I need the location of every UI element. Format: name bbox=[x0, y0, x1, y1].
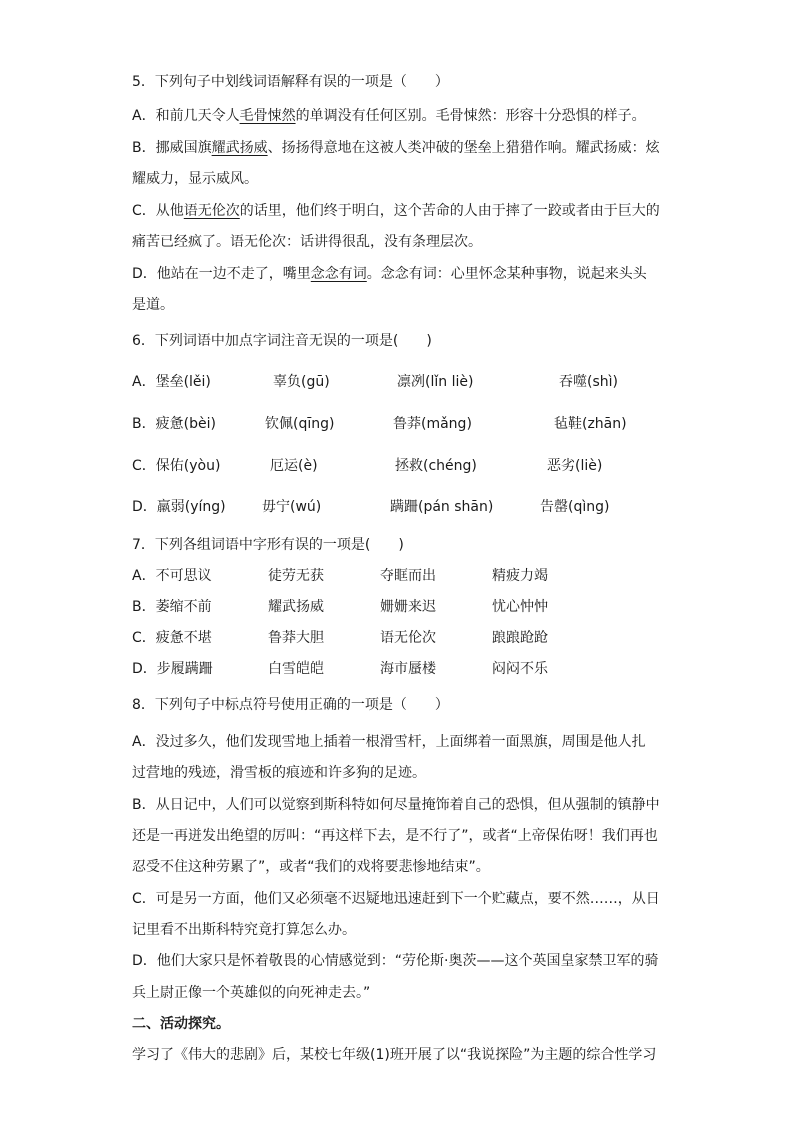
q7-title: 7．下列各组词语中字形有误的一项是( ) bbox=[132, 537, 404, 553]
q7-d-3: 海市蜃楼 bbox=[380, 661, 436, 677]
q8-option-c: C．可是另一方面，他们又必须毫不迟疑地迅速赶到下一个贮藏点，要不然……，从日 bbox=[132, 891, 660, 907]
q8-option-d-cont: 兵上尉正像一个英雄似的向死神走去。” bbox=[132, 985, 371, 1001]
q6-c-2: 厄运(è) bbox=[270, 458, 318, 474]
q5-option-d: D．他站在一边不走了，嘴里念念有词。念念有词：心里怀念某种事物，说起来头头 bbox=[132, 266, 647, 282]
q6-d-1: D．羸弱(yíng) bbox=[132, 499, 226, 515]
q5-c-underlined-term: 语无伦次 bbox=[183, 203, 240, 219]
q8-option-b: B．从日记中，人们可以觉察到斯科特如何尽量掩饰着自己的恐惧，但从强制的镇静中 bbox=[132, 797, 660, 813]
q6-c-1: C．保佑(yòu) bbox=[132, 458, 221, 474]
q7-a-1: A．不可思议 bbox=[132, 568, 212, 584]
q6-title: 6．下列词语中加点字词注音无误的一项是( ) bbox=[132, 333, 432, 349]
q6-a-1: A．堡垒(lěi) bbox=[132, 374, 211, 390]
q7-d-2: 白雪皑皑 bbox=[268, 661, 324, 677]
q8-option-b-cont1: 还是一再迸发出绝望的厉叫：“再这样下去，是不行了”，或者“上帝保佑呀！我们再也 bbox=[132, 828, 658, 844]
q7-c-4: 踉踉跄跄 bbox=[492, 630, 548, 646]
q8-option-b-cont2: 忍受不住这种劳累了”，或者“我们的戏将要悲惨地结束”。 bbox=[132, 859, 490, 875]
q5-d-underlined-term: 念念有词 bbox=[310, 266, 367, 282]
q7-b-1: B．萎缩不前 bbox=[132, 599, 212, 615]
q6-a-2: 辜负(gū) bbox=[273, 374, 330, 390]
q6-b-3: 鲁莽(mǎng) bbox=[393, 416, 472, 432]
q7-b-2: 耀武扬威 bbox=[268, 599, 324, 615]
q7-b-4: 忧心忡忡 bbox=[492, 599, 548, 615]
q5-option-c-cont: 痛苦已经疯了。语无伦次：话讲得很乱，没有条理层次。 bbox=[132, 234, 482, 250]
section-paragraph: 学习了《伟大的悲剧》后，某校七年级(1)班开展了以“我说探险”为主题的综合性学习 bbox=[132, 1047, 657, 1063]
q7-c-2: 鲁莽大胆 bbox=[268, 630, 324, 646]
q6-c-3: 拯救(chéng) bbox=[395, 458, 477, 474]
q8-option-c-cont: 记里看不出斯科特究竟打算怎么办。 bbox=[132, 922, 356, 938]
q8-option-a: A．没过多久，他们发现雪地上插着一根滑雪杆，上面绑着一面黑旗，周围是他人扎 bbox=[132, 734, 646, 750]
q5-option-c: C．从他语无伦次的话里，他们终于明白，这个苦命的人由于摔了一跤或者由于巨大的 bbox=[132, 203, 660, 219]
q7-c-3: 语无伦次 bbox=[380, 630, 436, 646]
q8-option-d: D．他们大家只是怀着敬畏的心情感觉到：“劳伦斯·奥茨——这个英国皇家禁卫军的骑 bbox=[132, 953, 659, 969]
section-heading: 二、活动探究。 bbox=[132, 1016, 230, 1032]
q6-d-4: 告罄(qìng) bbox=[540, 499, 610, 515]
q7-c-1: C．疲惫不堪 bbox=[132, 630, 212, 646]
q6-a-3: 凛冽(lǐn liè) bbox=[397, 374, 474, 390]
q5-option-d-cont: 是道。 bbox=[132, 297, 174, 313]
q7-a-3: 夺眶而出 bbox=[380, 568, 436, 584]
q6-b-2: 钦佩(qīng) bbox=[265, 416, 335, 432]
q7-d-1: D．步履蹒跚 bbox=[132, 661, 213, 677]
q5-b-underlined-term: 耀武扬威 bbox=[211, 140, 268, 156]
q6-c-4: 恶劣(liè) bbox=[547, 458, 603, 474]
q6-d-3: 蹒跚(pán shān) bbox=[390, 499, 494, 515]
q6-a-4: 吞噬(shì) bbox=[559, 374, 618, 390]
q5-a-underlined-term: 毛骨悚然 bbox=[239, 108, 296, 124]
q7-d-4: 闷闷不乐 bbox=[492, 661, 548, 677]
q6-b-4: 毡鞋(zhān) bbox=[554, 416, 627, 432]
q7-b-3: 姗姗来迟 bbox=[380, 599, 436, 615]
q6-d-2: 毋宁(wú) bbox=[262, 499, 322, 515]
q7-a-2: 徒劳无获 bbox=[268, 568, 324, 584]
q6-b-1: B．疲惫(bèi) bbox=[132, 416, 216, 432]
q5-option-b-cont: 耀威力，显示威风。 bbox=[132, 171, 258, 187]
q5-option-a: A．和前几天令人毛骨悚然的单调没有任何区别。毛骨悚然：形容十分恐惧的样子。 bbox=[132, 108, 646, 124]
q5-option-b: B．挪威国旗耀武扬威、扬扬得意地在这被人类冲破的堡垒上猎猎作响。耀武扬威：炫 bbox=[132, 140, 660, 156]
q8-title: 8．下列句子中标点符号使用正确的一项是（ ） bbox=[132, 697, 449, 713]
q8-option-a-cont: 过营地的残迹，滑雪板的痕迹和许多狗的足迹。 bbox=[132, 765, 426, 781]
q7-a-4: 精疲力竭 bbox=[492, 568, 548, 584]
q5-title: 5．下列句子中划线词语解释有误的一项是（ ） bbox=[132, 74, 449, 90]
